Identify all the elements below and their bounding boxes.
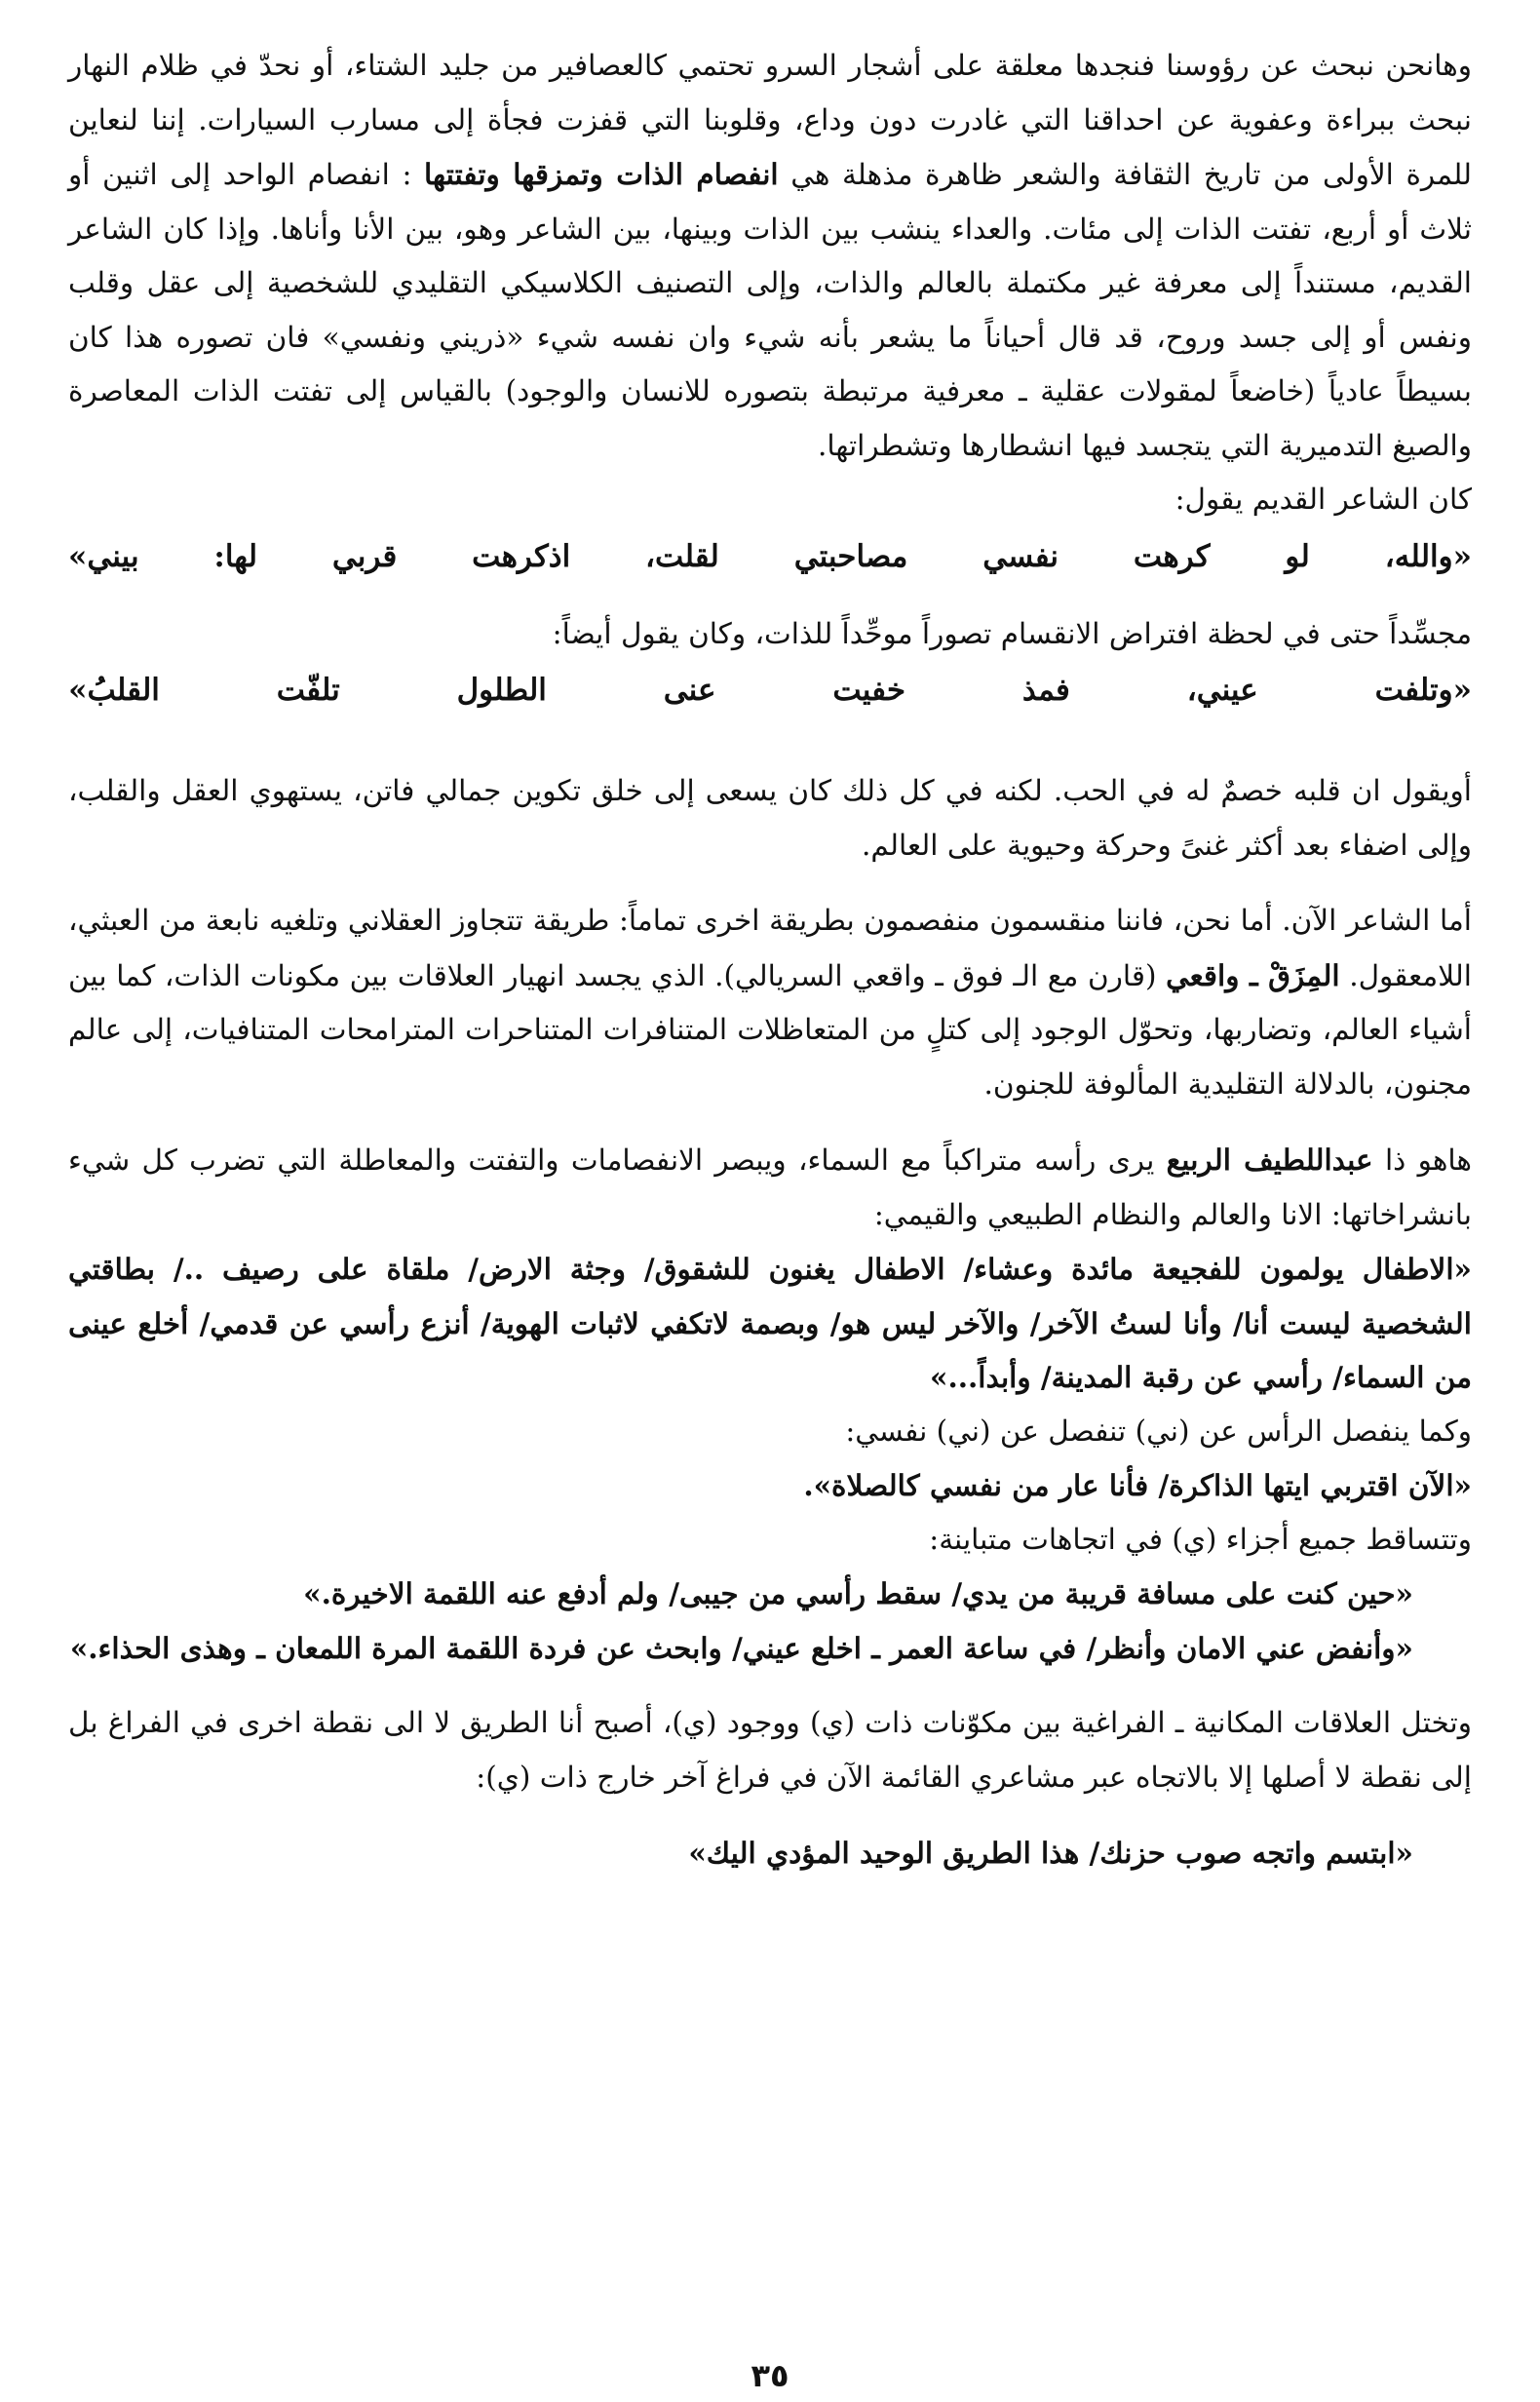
verse-2-word: «وتلفت xyxy=(1374,673,1472,708)
paragraph-6 xyxy=(68,1133,1472,1242)
paragraph-5 xyxy=(68,894,1472,1111)
paragraph-6-rest: يرى رأسه متراكباً مع السماء، ويبصر الانفصامات والتفتت والمعاطلة التي تضرب كل شيء بانشراخاتها: الانا والعالم والنظام الطبيعي والقيمي: xyxy=(68,1143,1472,1231)
paragraph-8: وتتساقط جميع أجزاء (ي) في اتجاهات متباينة: xyxy=(929,1522,1472,1556)
spacer xyxy=(68,1111,1472,1133)
paragraph-7: وكما ينفصل الرأس عن (ني) تنفصل عن (ني) نفسي: xyxy=(845,1414,1472,1448)
spacer xyxy=(68,719,1472,764)
verse-1-word: لقلت، xyxy=(645,538,719,574)
paragraph-9: وتختل العلاقات المكانية ـ الفراغية بين مكوّنات ذات (ي) ووجود (ي)، أصبح أنا الطريق لا الى نقطة اخرى في الفراغ بل إلى نقطة لا أصلها إلا بالاتجاه عبر مشاعري القائمة الآن في فراغ آخر خارج ذات (ي): xyxy=(68,1706,1472,1794)
paragraph-1 xyxy=(68,39,1472,473)
verse-1 xyxy=(68,527,1472,586)
paragraph-5-bold: المِزَقْ ـ واقعي xyxy=(1166,957,1340,992)
paragraph-2: كان الشاعر القديم يقول: xyxy=(1174,483,1472,516)
verse-1-word: قربي xyxy=(331,538,398,574)
paragraph-1-rest: : انفصام الواحد إلى اثنين أو ثلاث أو أربع، تفتت الذات إلى مئات. والعداء ينشب بين الذات وبينها، بين الشاعر وهو، بين الأنا وأناها. وإذا كان الشاعر القديم، مستنداً إلى معرفة غير مكتملة بالعالم والذات، وإلى التصنيف الكلاسيكي التقليدي للشخصية إلى عقل وقلب ونفس أو إلى جسد وروح، قد قال أحياناً ما يشعر بأنه شيء وان نفسه شيء «ذريني ونفسي» فان تصوره هذا كان بسيطاً عادياً (خاضعاً لمقولات عقلية ـ معرفية مرتبطة بتصوره للانسان والوجود) بالقياس إلى تفتت الذات المعاصرة والصيغ التدميرية التي يتجسد فيها انشطارها وتشطراتها. xyxy=(68,158,1472,462)
verse-1-word: مصاحبتي xyxy=(793,538,908,574)
spacer xyxy=(68,586,1472,607)
verse-2-word: تلفّت xyxy=(276,673,340,708)
paragraph-1-bold: انفصام الذات وتمزقها وتفتتها xyxy=(424,157,779,191)
verse-2-word: عنى xyxy=(663,673,716,708)
verse-1-word: اذكرهت xyxy=(472,538,571,574)
verse-1-word: كرهت xyxy=(1133,538,1211,574)
verse-2-word: عيني، xyxy=(1186,673,1258,708)
paragraph-3: مجسِّداً حتى في لحظة افتراض الانقسام تصوراً موحِّداً للذات، وكان يقول أيضاً: xyxy=(552,616,1472,650)
poet-name: عبداللطيف الربيع xyxy=(1166,1143,1373,1177)
paragraph-1-text: وهانحن نبحث عن رؤوسنا فنجدها معلقة على أشجار السرو تحتمي كالعصافير من جليد الشتاء، أو نحدّ في ظلام النهار نبحث ببراءة وعفوية عن احداقنا التي غادرت دون وداع، وقلوبنا التي قفزت فجأة إلى مسارب السيارات. إننا لنعاين للمرة الأولى من تاريخ الثقافة والشعر ظاهرة مذهلة هي xyxy=(68,49,1472,191)
quote-1: «الاطفال يولمون للفجيعة مائدة وعشاء/ الاطفال يغنون للشقوق/ وجثة الارض/ ملقاة على رصيف ../ بطاقتي الشخصية ليست أنا/ وأنا لستُ الآخر/ والآخر ليس هو/ وبصمة لاتكفي لاثبات الهوية/ أنزع رأسي عن قدمي/ أخلع عينى من السماء/ رأسي عن رقبة المدينة/ وأبداً...» xyxy=(68,1252,1472,1394)
quote-2: «الآن اقتربي ايتها الذاكرة/ فأنا عار من نفسي كالصلاة». xyxy=(803,1468,1472,1502)
spacer xyxy=(68,1675,1472,1696)
spacer xyxy=(68,872,1472,894)
verse-2-word: خفيت xyxy=(832,673,905,708)
verse-2 xyxy=(68,661,1472,719)
verse-1-word: لو xyxy=(1285,538,1310,574)
spacer xyxy=(68,1804,1472,1826)
verse-1-word: لها: xyxy=(213,538,258,574)
verse-1-word: «والله، xyxy=(1384,538,1472,574)
verse-2-word: الطلول xyxy=(456,673,547,708)
paragraph-4: أويقول ان قلبه خصمٌ له في الحب. لكنه في كل ذلك كان يسعى إلى خلق تكوين جمالي فاتن، يستهوي العقل والقلب، وإلى اضفاء بعد أكثر غنىً وحركة وحيوية على العالم. xyxy=(68,774,1472,862)
page-body xyxy=(68,39,1472,1880)
quote-4: «وأنفض عني الامان وأنظر/ في ساعة العمر ـ اخلع عيني/ وابحث عن فردة اللقمة المرة اللمعان ـ وهذى الحذاء.» xyxy=(69,1630,1413,1665)
verse-2-word: القلبُ» xyxy=(68,673,160,708)
quote-5: «ابتسم واتجه صوب حزنك/ هذا الطريق الوحيد المؤدي اليك» xyxy=(688,1836,1413,1870)
verse-1-word: بيني» xyxy=(68,538,139,574)
paragraph-5-text: أما الشاعر الآن. أما نحن، فاننا منقسمون منفصمون بطريقة اخرى تماماً: طريقة تتجاوز العقلاني وتلغيه نابعة من العبثي، اللامعقول. xyxy=(68,904,1472,992)
verse-1-word: نفسي xyxy=(982,538,1059,574)
quote-3: «حين كنت على مسافة قريبة من يدي/ سقط رأسي من جيبى/ ولم أدفع عنه اللقمة الاخيرة.» xyxy=(303,1576,1413,1610)
page-number: ٣٥ xyxy=(751,2357,789,2394)
verse-2-word: فمذ xyxy=(1021,673,1070,708)
paragraph-6-text: هاهو ذا xyxy=(1384,1143,1472,1177)
paragraph-5-rest: (قارن مع الـ فوق ـ واقعي السريالي). الذي يجسد انهيار العلاقات بين مكونات الذات، كما بين أشياء العالم، وتضاربها، وتحوّل الوجود إلى كتلٍ من المتعاظلات المتنافرات المتناحرات المترامحات المتنافيات، إلى عالم مجنون، بالدلالة التقليدية المألوفة للجنون. xyxy=(68,958,1472,1101)
